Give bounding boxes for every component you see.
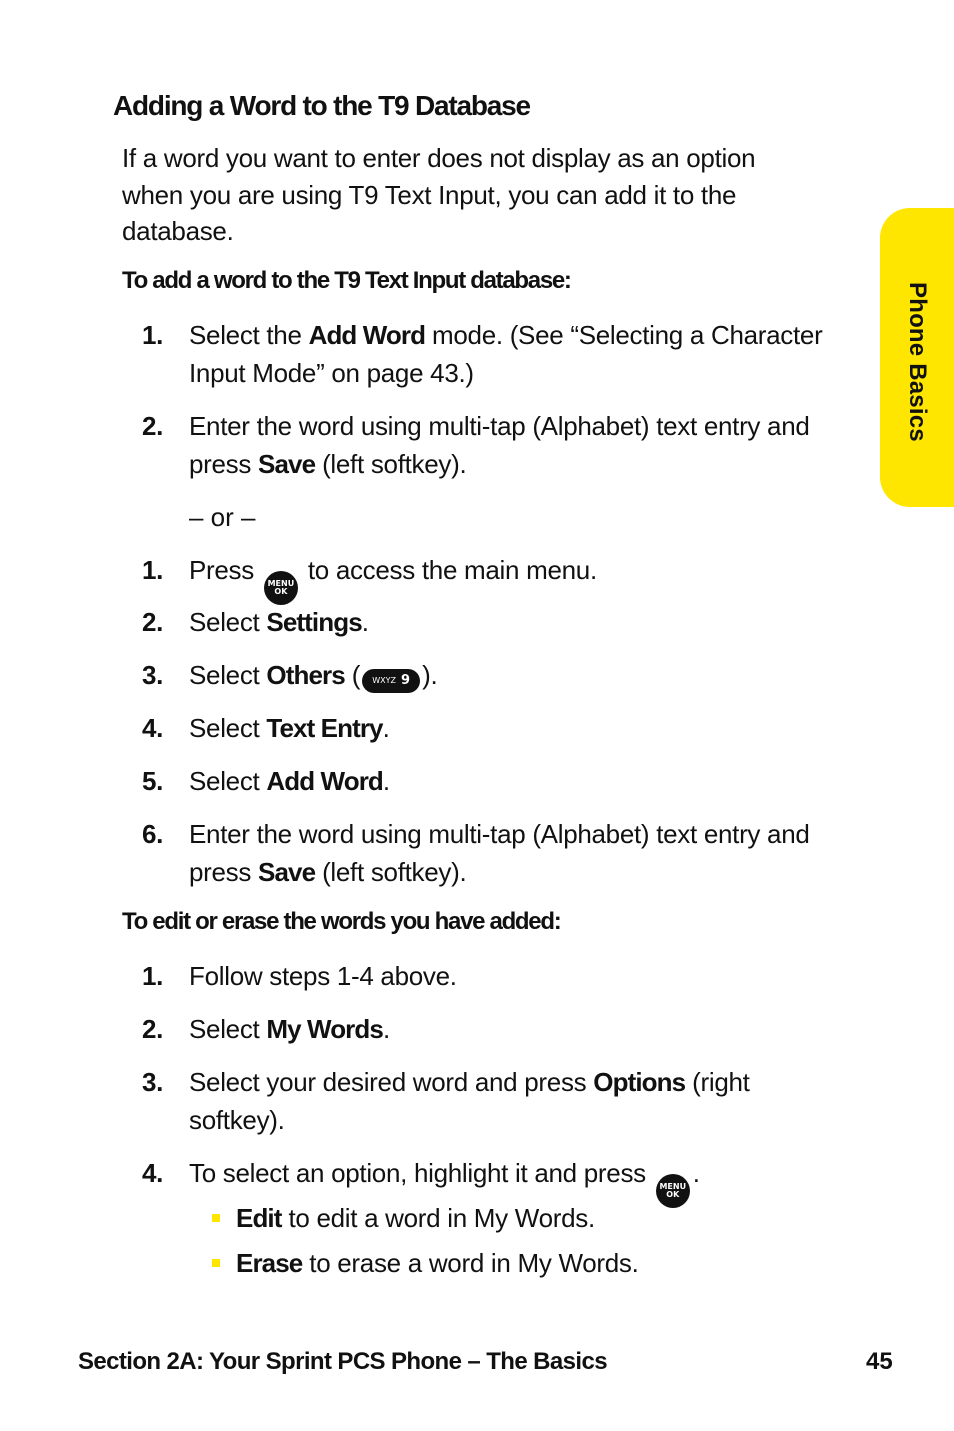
step-text: Select Text Entry. bbox=[189, 713, 390, 743]
subhead-edit-erase: To edit or erase the words you have added: bbox=[122, 908, 561, 935]
key-9-icon: WXYZ 9 bbox=[362, 669, 420, 693]
step-number: 2. bbox=[142, 607, 164, 637]
term-my-words: My Words bbox=[266, 1014, 383, 1044]
term-edit: Edit bbox=[236, 1203, 282, 1233]
step-number: 3. bbox=[142, 1067, 164, 1097]
step-text: Select Settings. bbox=[189, 607, 369, 637]
term-save: Save bbox=[258, 857, 316, 887]
step-number: 6. bbox=[142, 819, 164, 849]
bullet-square-icon bbox=[212, 1214, 220, 1222]
term-add-word: Add Word bbox=[266, 766, 383, 796]
footer-section-title: Section 2A: Your Sprint PCS Phone – The Basics bbox=[78, 1348, 607, 1375]
term-settings: Settings bbox=[266, 607, 362, 637]
term-save: Save bbox=[258, 449, 316, 479]
bullet-square-icon bbox=[212, 1259, 220, 1267]
term-options: Options bbox=[593, 1067, 686, 1097]
menu-ok-key-icon: MENU OK bbox=[656, 1174, 690, 1208]
bullet-text: Erase to erase a word in My Words. bbox=[236, 1248, 639, 1278]
step-number: 5. bbox=[142, 766, 164, 796]
step-number: 2. bbox=[142, 411, 164, 441]
step-text: To select an option, highlight it and press MENU OK . bbox=[189, 1154, 839, 1208]
step-number: 4. bbox=[142, 1158, 164, 1188]
step-text: Select My Words. bbox=[189, 1014, 390, 1044]
side-tab bbox=[880, 208, 954, 507]
term-add-word: Add Word bbox=[308, 320, 426, 350]
menu-ok-key-icon: MENU OK bbox=[264, 571, 298, 605]
term-text-entry: Text Entry bbox=[266, 713, 383, 743]
step-text: Select the Add Word mode. (See “Selecting a Character Input Mode” on page 43.) bbox=[189, 320, 823, 388]
footer-page-number: 45 bbox=[866, 1348, 893, 1375]
subhead-add-word: To add a word to the T9 Text Input database: bbox=[122, 267, 571, 294]
or-separator: – or – bbox=[189, 502, 256, 532]
step-text: Enter the word using multi-tap (Alphabet) text entry and press Save (left softkey). bbox=[189, 411, 810, 479]
step-number: 1. bbox=[142, 320, 164, 350]
step-text: Select your desired word and press Options (right softkey). bbox=[189, 1067, 750, 1135]
step-number: 1. bbox=[142, 961, 164, 991]
step-text: Select Add Word. bbox=[189, 766, 390, 796]
step-number: 2. bbox=[142, 1014, 164, 1044]
step-text: Follow steps 1-4 above. bbox=[189, 961, 457, 991]
step-text: Press MENU OK to access the main menu. bbox=[189, 551, 839, 605]
step-number: 1. bbox=[142, 555, 164, 585]
term-others: Others bbox=[266, 660, 345, 690]
intro-paragraph: If a word you want to enter does not display as an option when you are using T9 Text Input, you can add it to the database. bbox=[122, 143, 756, 246]
side-tab-label: Phone Basics bbox=[904, 282, 931, 442]
section-heading: Adding a Word to the T9 Database bbox=[113, 90, 530, 121]
term-erase: Erase bbox=[236, 1248, 303, 1278]
step-number: 3. bbox=[142, 660, 164, 690]
step-number: 4. bbox=[142, 713, 164, 743]
step-text: Enter the word using multi-tap (Alphabet) text entry and press Save (left softkey). bbox=[189, 819, 810, 887]
bullet-text: Edit to edit a word in My Words. bbox=[236, 1203, 595, 1233]
step-text: Select Others ( WXYZ 9 ). bbox=[189, 656, 839, 694]
